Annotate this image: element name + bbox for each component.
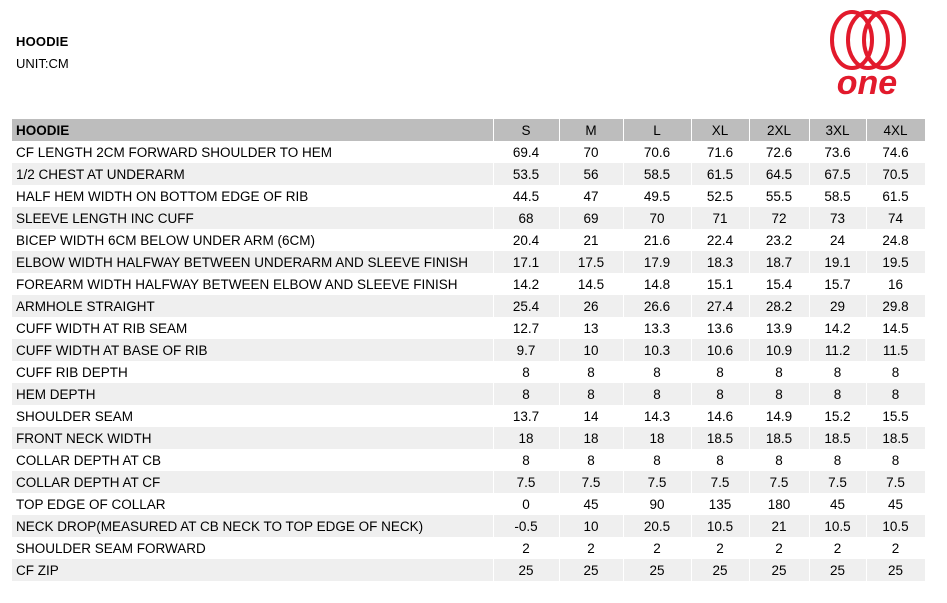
measurement-value: 8: [493, 361, 559, 383]
measurement-value: 17.9: [623, 251, 691, 273]
measurement-value: 15.4: [749, 273, 809, 295]
table-row: [12, 361, 925, 383]
measurement-value: 64.5: [749, 163, 809, 185]
brand-logo: [822, 6, 912, 102]
table-row: [12, 427, 925, 449]
table-row: [12, 251, 925, 273]
measurement-value: 10.5: [809, 515, 866, 537]
measurement-value: 8: [809, 383, 866, 405]
measurement-label: CUFF WIDTH AT BASE OF RIB: [12, 339, 493, 361]
measurement-label: CUFF WIDTH AT RIB SEAM: [12, 317, 493, 339]
measurement-value: 7.5: [809, 471, 866, 493]
measurement-value: 10.3: [623, 339, 691, 361]
measurement-value: 8: [749, 361, 809, 383]
measurement-value: 8: [559, 383, 623, 405]
measurement-value: 13: [559, 317, 623, 339]
table-row: [12, 383, 925, 405]
measurement-value: 0: [493, 493, 559, 515]
measurement-value: 44.5: [493, 185, 559, 207]
measurement-value: 14.9: [749, 405, 809, 427]
measurement-value: 8: [691, 449, 749, 471]
measurement-value: 24: [809, 229, 866, 251]
measurement-value: 69: [559, 207, 623, 229]
table-row: [12, 229, 925, 251]
measurement-value: 26: [559, 295, 623, 317]
column-header-size: L: [623, 119, 691, 141]
measurement-value: 58.5: [809, 185, 866, 207]
measurement-value: 13.9: [749, 317, 809, 339]
size-chart-table: [12, 119, 926, 581]
measurement-value: 7.5: [691, 471, 749, 493]
measurement-value: 14.5: [559, 273, 623, 295]
measurement-value: 2: [866, 537, 925, 559]
column-header-measurement: HOODIE: [12, 119, 493, 141]
measurement-value: 180: [749, 493, 809, 515]
measurement-value: 2: [559, 537, 623, 559]
measurement-value: 20.4: [493, 229, 559, 251]
measurement-value: 8: [749, 449, 809, 471]
table-row: [12, 493, 925, 515]
measurement-value: 70: [559, 141, 623, 163]
column-header-size: 4XL: [866, 119, 925, 141]
measurement-value: 25: [691, 559, 749, 581]
measurement-value: 13.3: [623, 317, 691, 339]
measurement-label: ARMHOLE STRAIGHT: [12, 295, 493, 317]
measurement-value: 18.5: [691, 427, 749, 449]
column-header-size: XL: [691, 119, 749, 141]
measurement-label: FOREARM WIDTH HALFWAY BETWEEN ELBOW AND SLEEVE FINISH: [12, 273, 493, 295]
measurement-value: 29: [809, 295, 866, 317]
measurement-value: 20.5: [623, 515, 691, 537]
measurement-value: 23.2: [749, 229, 809, 251]
measurement-value: 14.5: [866, 317, 925, 339]
measurement-label: SLEEVE LENGTH INC CUFF: [12, 207, 493, 229]
table-row: [12, 515, 925, 537]
measurement-value: 8: [493, 449, 559, 471]
measurement-value: 8: [623, 361, 691, 383]
measurement-value: 16: [866, 273, 925, 295]
measurement-value: 14.3: [623, 405, 691, 427]
measurement-value: 9.7: [493, 339, 559, 361]
column-header-size: S: [493, 119, 559, 141]
measurement-label: BICEP WIDTH 6CM BELOW UNDER ARM (6CM): [12, 229, 493, 251]
measurement-value: 24.8: [866, 229, 925, 251]
measurement-value: 21.6: [623, 229, 691, 251]
measurement-label: COLLAR DEPTH AT CB: [12, 449, 493, 471]
table-row: [12, 317, 925, 339]
measurement-value: 12.7: [493, 317, 559, 339]
measurement-value: 25: [559, 559, 623, 581]
measurement-value: 8: [559, 361, 623, 383]
measurement-value: 2: [623, 537, 691, 559]
measurement-value: 8: [691, 383, 749, 405]
measurement-value: 25.4: [493, 295, 559, 317]
logo-rings-icon: [832, 12, 904, 68]
measurement-value: 10.6: [691, 339, 749, 361]
measurement-value: 29.8: [866, 295, 925, 317]
measurement-value: 19.5: [866, 251, 925, 273]
measurement-value: 14.2: [809, 317, 866, 339]
measurement-value: 15.1: [691, 273, 749, 295]
measurement-value: 8: [749, 383, 809, 405]
measurement-value: 70.6: [623, 141, 691, 163]
document-title: HOODIE: [16, 34, 69, 49]
measurement-value: 73.6: [809, 141, 866, 163]
measurement-value: 67.5: [809, 163, 866, 185]
measurement-value: 8: [866, 361, 925, 383]
measurement-label: NECK DROP(MEASURED AT CB NECK TO TOP EDGE OF NECK): [12, 515, 493, 537]
measurement-value: 25: [623, 559, 691, 581]
measurement-value: 8: [809, 449, 866, 471]
measurement-value: 7.5: [866, 471, 925, 493]
measurement-label: ELBOW WIDTH HALFWAY BETWEEN UNDERARM AND SLEEVE FINISH: [12, 251, 493, 273]
measurement-label: CUFF RIB DEPTH: [12, 361, 493, 383]
measurement-value: 21: [749, 515, 809, 537]
measurement-label: FRONT NECK WIDTH: [12, 427, 493, 449]
measurement-value: 13.6: [691, 317, 749, 339]
measurement-value: 11.2: [809, 339, 866, 361]
measurement-value: 8: [623, 449, 691, 471]
measurement-value: -0.5: [493, 515, 559, 537]
table-row: [12, 449, 925, 471]
measurement-value: 72.6: [749, 141, 809, 163]
measurement-value: 2: [809, 537, 866, 559]
measurement-value: 8: [866, 383, 925, 405]
measurement-value: 25: [809, 559, 866, 581]
column-header-size: 3XL: [809, 119, 866, 141]
measurement-value: 25: [493, 559, 559, 581]
table-row: [12, 207, 925, 229]
measurement-label: HEM DEPTH: [12, 383, 493, 405]
measurement-value: 52.5: [691, 185, 749, 207]
measurement-value: 2: [749, 537, 809, 559]
measurement-value: 18.7: [749, 251, 809, 273]
measurement-value: 25: [749, 559, 809, 581]
measurement-value: 8: [493, 383, 559, 405]
measurement-label: SHOULDER SEAM: [12, 405, 493, 427]
measurement-value: 11.5: [866, 339, 925, 361]
measurement-value: 72: [749, 207, 809, 229]
measurement-value: 68: [493, 207, 559, 229]
measurement-value: 53.5: [493, 163, 559, 185]
measurement-value: 26.6: [623, 295, 691, 317]
table-row: [12, 273, 925, 295]
measurement-value: 73: [809, 207, 866, 229]
measurement-value: 28.2: [749, 295, 809, 317]
measurement-value: 10.9: [749, 339, 809, 361]
measurement-value: 90: [623, 493, 691, 515]
table-row: [12, 163, 925, 185]
measurement-value: 7.5: [749, 471, 809, 493]
table-row: [12, 405, 925, 427]
measurement-value: 61.5: [691, 163, 749, 185]
measurement-value: 49.5: [623, 185, 691, 207]
measurement-value: 17.1: [493, 251, 559, 273]
table-row: [12, 471, 925, 493]
measurement-value: 15.7: [809, 273, 866, 295]
table-header-row: [12, 119, 925, 141]
column-header-size: M: [559, 119, 623, 141]
measurement-value: 10: [559, 339, 623, 361]
measurement-label: TOP EDGE OF COLLAR: [12, 493, 493, 515]
measurement-value: 61.5: [866, 185, 925, 207]
measurement-value: 18: [493, 427, 559, 449]
measurement-value: 45: [866, 493, 925, 515]
measurement-value: 8: [866, 449, 925, 471]
measurement-value: 8: [623, 383, 691, 405]
measurement-value: 74: [866, 207, 925, 229]
measurement-value: 14.8: [623, 273, 691, 295]
measurement-value: 18.5: [866, 427, 925, 449]
table-row: [12, 537, 925, 559]
measurement-value: 10.5: [691, 515, 749, 537]
logo-wordmark: one: [836, 64, 898, 102]
column-header-size: 2XL: [749, 119, 809, 141]
measurement-value: 18: [559, 427, 623, 449]
measurement-value: 14: [559, 405, 623, 427]
measurement-value: 2: [493, 537, 559, 559]
measurement-label: SHOULDER SEAM FORWARD: [12, 537, 493, 559]
measurement-value: 71.6: [691, 141, 749, 163]
measurement-value: 71: [691, 207, 749, 229]
measurement-value: 69.4: [493, 141, 559, 163]
table-row: [12, 295, 925, 317]
measurement-value: 70: [623, 207, 691, 229]
measurement-value: 14.6: [691, 405, 749, 427]
measurement-value: 10: [559, 515, 623, 537]
measurement-value: 45: [559, 493, 623, 515]
measurement-label: COLLAR DEPTH AT CF: [12, 471, 493, 493]
measurement-value: 25: [866, 559, 925, 581]
measurement-value: 14.2: [493, 273, 559, 295]
measurement-value: 45: [809, 493, 866, 515]
measurement-value: 2: [691, 537, 749, 559]
measurement-label: CF ZIP: [12, 559, 493, 581]
table-row: [12, 559, 925, 581]
measurement-label: 1/2 CHEST AT UNDERARM: [12, 163, 493, 185]
measurement-value: 8: [559, 449, 623, 471]
measurement-value: 10.5: [866, 515, 925, 537]
measurement-value: 15.5: [866, 405, 925, 427]
measurement-value: 27.4: [691, 295, 749, 317]
measurement-value: 55.5: [749, 185, 809, 207]
measurement-value: 15.2: [809, 405, 866, 427]
measurement-value: 74.6: [866, 141, 925, 163]
measurement-value: 135: [691, 493, 749, 515]
measurement-label: HALF HEM WIDTH ON BOTTOM EDGE OF RIB: [12, 185, 493, 207]
measurement-value: 21: [559, 229, 623, 251]
measurement-value: 58.5: [623, 163, 691, 185]
table-row: [12, 141, 925, 163]
measurement-value: 7.5: [623, 471, 691, 493]
measurement-label: CF LENGTH 2CM FORWARD SHOULDER TO HEM: [12, 141, 493, 163]
measurement-value: 18.5: [749, 427, 809, 449]
measurement-value: 7.5: [559, 471, 623, 493]
measurement-value: 13.7: [493, 405, 559, 427]
measurement-value: 47: [559, 185, 623, 207]
measurement-value: 22.4: [691, 229, 749, 251]
table-row: [12, 185, 925, 207]
measurement-value: 18.5: [809, 427, 866, 449]
measurement-value: 7.5: [493, 471, 559, 493]
measurement-value: 19.1: [809, 251, 866, 273]
measurement-value: 8: [809, 361, 866, 383]
measurement-value: 17.5: [559, 251, 623, 273]
measurement-value: 70.5: [866, 163, 925, 185]
table-row: [12, 339, 925, 361]
measurement-value: 18: [623, 427, 691, 449]
unit-label: UNIT:CM: [16, 56, 69, 71]
measurement-value: 18.3: [691, 251, 749, 273]
measurement-value: 8: [691, 361, 749, 383]
measurement-value: 56: [559, 163, 623, 185]
